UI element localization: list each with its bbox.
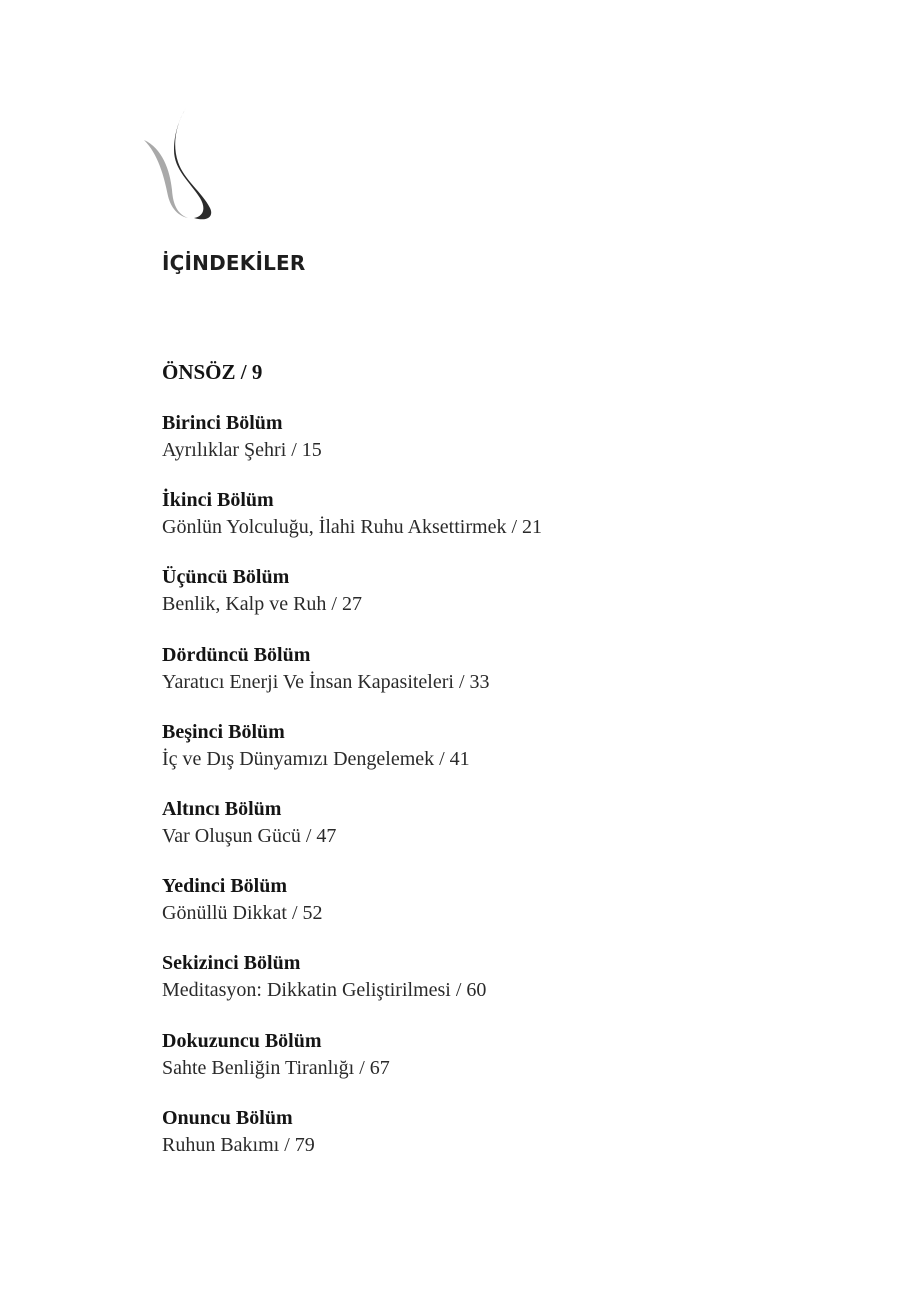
chapter-label: Birinci Bölüm	[162, 412, 283, 434]
chapter-label: Yedinci Bölüm	[162, 875, 288, 898]
toc-entry[interactable]	[162, 873, 542, 950]
chapter-title: Sahte Benliğin Tiranlığı / 67	[162, 1056, 390, 1079]
chapter-title: Benlik, Kalp ve Ruh / 27	[162, 593, 362, 616]
toc-entry[interactable]	[162, 796, 542, 873]
preface-entry[interactable]: ÖNSÖZ / 9	[162, 360, 263, 384]
chapter-label: Beşinci Bölüm	[162, 720, 285, 743]
chapter-label: Dokuzuncu Bölüm	[162, 1029, 322, 1052]
toc-entry[interactable]	[162, 487, 542, 564]
chapter-title: Var Oluşun Gücü / 47	[162, 824, 337, 847]
chapter-title: Ayrılıklar Şehri / 15	[162, 439, 322, 461]
chapter-label: Altıncı Bölüm	[162, 797, 282, 820]
chapter-label: Onuncu Bölüm	[162, 1106, 293, 1129]
toc-list	[162, 410, 542, 1182]
chapter-label: Üçüncü Bölüm	[162, 566, 290, 589]
toc-entry[interactable]	[162, 564, 542, 641]
chapter-label: Dördüncü Bölüm	[162, 643, 311, 666]
toc-entry[interactable]	[162, 1105, 542, 1182]
chapter-title: Meditasyon: Dikkatin Geliştirilmesi / 60	[162, 979, 487, 1002]
chapter-label: İkinci Bölüm	[162, 489, 274, 512]
toc-entry[interactable]	[162, 642, 542, 719]
toc-entry[interactable]	[162, 719, 542, 796]
chapter-title: Ruhun Bakımı / 79	[162, 1133, 315, 1156]
toc-entry[interactable]	[162, 410, 542, 487]
chapter-label: Sekizinci Bölüm	[162, 952, 301, 975]
chapter-title: Yaratıcı Enerji Ve İnsan Kapasiteleri / 33	[162, 670, 490, 693]
swirl-flame-logo-icon	[138, 104, 218, 222]
toc-entry[interactable]	[162, 950, 542, 1027]
toc-entry[interactable]	[162, 1028, 542, 1105]
chapter-title: Gönüllü Dikkat / 52	[162, 902, 323, 925]
chapter-title: İç ve Dış Dünyamızı Dengelemek / 41	[162, 747, 470, 770]
toc-heading: İÇİNDEKİLER	[162, 251, 306, 275]
chapter-title: Gönlün Yolculuğu, İlahi Ruhu Aksettirmek / 21	[162, 516, 542, 539]
